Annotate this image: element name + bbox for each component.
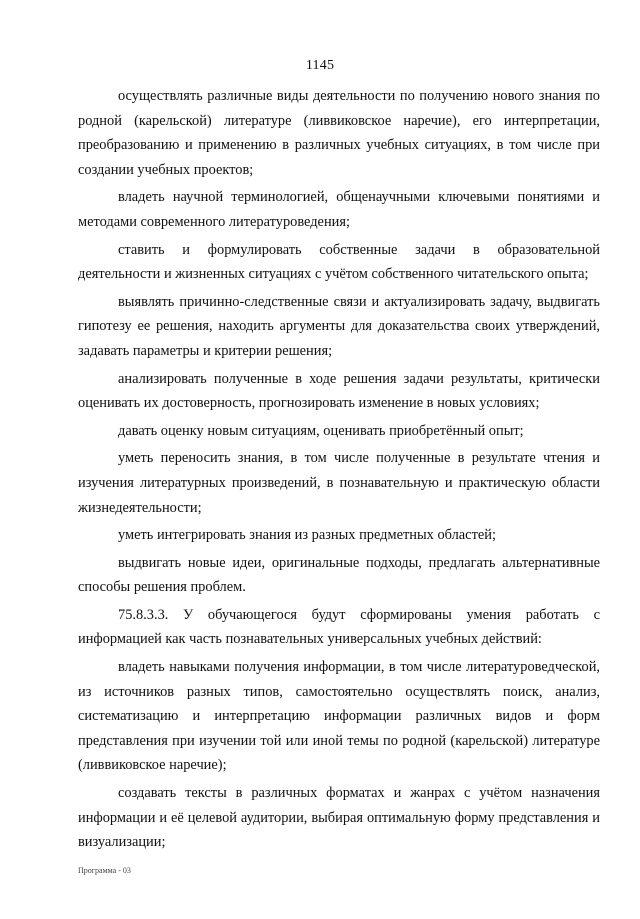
- paragraph-9: выдвигать новые идеи, оригинальные подходы, предлагать альтернативные способы решения проблем.: [78, 554, 600, 596]
- footer-label: Программа - 03: [78, 866, 131, 875]
- paragraph-4: выявлять причинно-следственные связи и актуализировать задачу, выдвигать гипотезу ее решения, находить аргументы для доказательства своих утверждений, задавать параметры и критерии решения;: [78, 293, 600, 359]
- paragraph-7: уметь переносить знания, в том числе полученные в результате чтения и изучения литературных произведений, в познавательную и практическую области жизнедеятельности;: [78, 450, 600, 516]
- paragraph-6: давать оценку новым ситуациям, оценивать приобретённый опыт;: [118, 422, 524, 439]
- page-number: 1145: [305, 58, 335, 73]
- paragraph-12: создавать тексты в различных форматах и жанрах с учётом назначения информации и её целевой аудитории, выбирая оптимальную форму представления и визуализации;: [78, 785, 600, 851]
- paragraph-5: анализировать полученные в ходе решения задачи результаты, критически оценивать их достоверность, прогнозировать изменение в новых условиях;: [78, 370, 600, 412]
- paragraph-3: ставить и формулировать собственные задачи в образовательной деятельности и жизненных ситуациях с учётом собственного читательского опыта;: [78, 241, 600, 283]
- paragraph-1: осуществлять различные виды деятельности по получению нового знания по родной (карельской) литературе (ливвиковское наречие), его интерпретации, преобразованию и применению в различных учебных ситуациях, в том числе при создании учебных проектов;: [78, 88, 600, 178]
- paragraph-8: уметь интегрировать знания из разных предметных областей;: [118, 527, 496, 544]
- body-text: [78, 84, 600, 858]
- paragraph-10-section-heading: 75.8.3.3. У обучающегося будут сформированы умения работать с информацией как часть познавательных универсальных учебных действий:: [78, 606, 600, 648]
- paragraph-2: владеть научной терминологией, общенаучными ключевыми понятиями и методами современного литературоведения;: [78, 189, 600, 230]
- paragraph-11: владеть навыками получения информации, в том числе литературоведческой, из источников разных типов, самостоятельно осуществлять поиск, анализ, систематизацию и интерпретацию информации различных видов и форм представления при изучении той или иной темы по родной (карельской) литературе (ливвиковское наречие);: [78, 659, 600, 774]
